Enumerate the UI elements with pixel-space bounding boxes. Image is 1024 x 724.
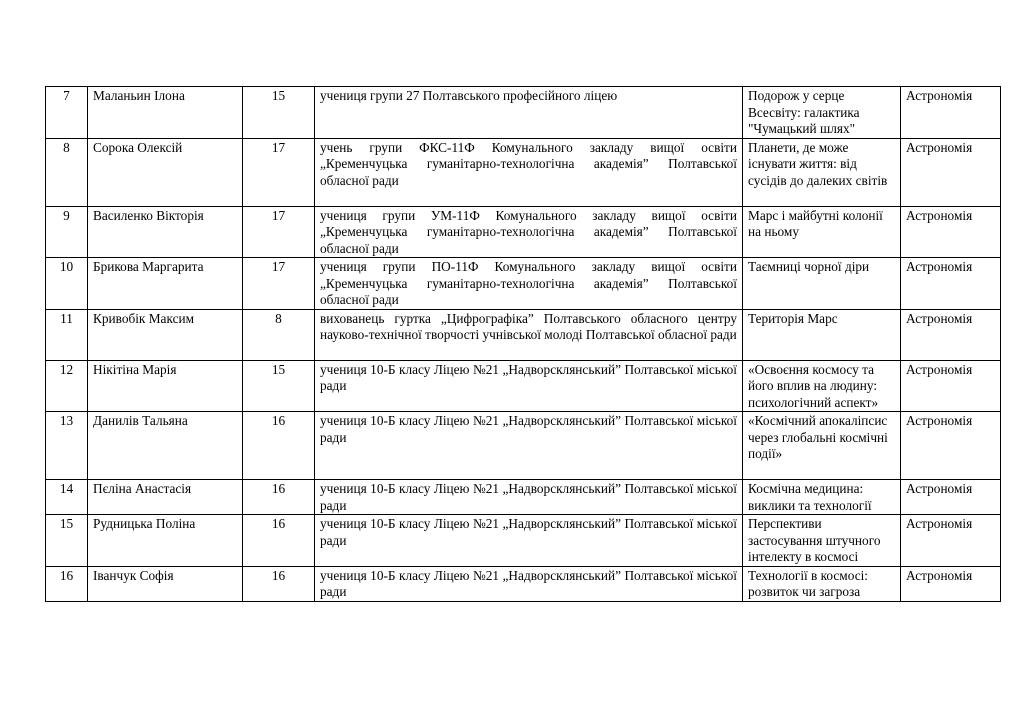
work-topic: Космічна медицина: виклики та технології: [743, 480, 901, 515]
participant-age: 15: [243, 360, 315, 412]
table-row: [46, 412, 1001, 480]
row-number: 9: [46, 206, 88, 258]
table-row: [46, 566, 1001, 601]
table-row: [46, 206, 1001, 258]
participant-age: 16: [243, 412, 315, 480]
section-name: Астрономія: [901, 309, 1001, 360]
work-topic: Перспективи застосування штучного інтелекту в космосі: [743, 515, 901, 567]
section-name: Астрономія: [901, 566, 1001, 601]
participant-name: Кривобік Максим: [88, 309, 243, 360]
work-topic: Подорож у серце Всесвіту: галактика "Чумацький шлях": [743, 87, 901, 139]
work-topic: Територія Марс: [743, 309, 901, 360]
participant-description: учениця 10-Б класу Ліцею №21 „Надворсклянський” Полтавської міської ради: [315, 360, 743, 412]
section-name: Астрономія: [901, 258, 1001, 310]
section-name: Астрономія: [901, 206, 1001, 258]
table-row: [46, 258, 1001, 310]
row-number: 12: [46, 360, 88, 412]
table-row: [46, 309, 1001, 360]
participant-description: учениця 10-Б класу Ліцею №21 „Надворсклянський” Полтавської міської ради: [315, 515, 743, 567]
participant-description: учениця групи УМ-11Ф Комунального закладу вищої освіти „Кременчуцька гуманітарно-технологічна академія” Полтавської обласної ради: [315, 206, 743, 258]
participant-name: Маланьин Ілона: [88, 87, 243, 139]
participant-age: 17: [243, 258, 315, 310]
participant-description: учениця 10-Б класу Ліцею №21 „Надворсклянський” Полтавської міської ради: [315, 412, 743, 480]
row-number: 15: [46, 515, 88, 567]
work-topic: «Освоєння космосу та його вплив на людину: психологічний аспект»: [743, 360, 901, 412]
participant-description: вихованець гуртка „Цифрографіка” Полтавського обласного центру науково-технічної творчості учнівської молоді Полтавської обласної ради: [315, 309, 743, 360]
participant-name: Пєліна Анастасія: [88, 480, 243, 515]
participant-name: Рудницька Поліна: [88, 515, 243, 567]
row-number: 7: [46, 87, 88, 139]
section-name: Астрономія: [901, 480, 1001, 515]
participants-table: [45, 86, 1001, 602]
row-number: 8: [46, 138, 88, 206]
participant-age: 17: [243, 138, 315, 206]
participant-name: Брикова Маргарита: [88, 258, 243, 310]
table-row: [46, 480, 1001, 515]
participant-age: 16: [243, 515, 315, 567]
participant-age: 16: [243, 566, 315, 601]
participant-name: Василенко Вікторія: [88, 206, 243, 258]
participant-name: Іванчук Софія: [88, 566, 243, 601]
work-topic: Технології в космосі: розвиток чи загроза: [743, 566, 901, 601]
section-name: Астрономія: [901, 515, 1001, 567]
participant-description: учень групи ФКС-11Ф Комунального закладу вищої освіти „Кременчуцька гуманітарно-технологічна академія” Полтавської обласної ради: [315, 138, 743, 206]
work-topic: Марс і майбутні колонії на ньому: [743, 206, 901, 258]
row-number: 10: [46, 258, 88, 310]
section-name: Астрономія: [901, 138, 1001, 206]
participant-age: 8: [243, 309, 315, 360]
participant-description: учениця 10-Б класу Ліцею №21 „Надворсклянський” Полтавської міської ради: [315, 566, 743, 601]
table-row: [46, 87, 1001, 139]
row-number: 13: [46, 412, 88, 480]
row-number: 11: [46, 309, 88, 360]
table-row: [46, 515, 1001, 567]
participant-age: 15: [243, 87, 315, 139]
table-row: [46, 360, 1001, 412]
participant-age: 17: [243, 206, 315, 258]
participant-description: учениця 10-Б класу Ліцею №21 „Надворсклянський” Полтавської міської ради: [315, 480, 743, 515]
participant-name: Сорока Олексій: [88, 138, 243, 206]
row-number: 16: [46, 566, 88, 601]
work-topic: Планети, де може існувати життя: від сусідів до далеких світів: [743, 138, 901, 206]
work-topic: «Космічний апокаліпсис через глобальні космічні події»: [743, 412, 901, 480]
work-topic: Таємниці чорної діри: [743, 258, 901, 310]
section-name: Астрономія: [901, 360, 1001, 412]
row-number: 14: [46, 480, 88, 515]
participant-name: Данилів Тальяна: [88, 412, 243, 480]
participant-name: Нікітіна Марія: [88, 360, 243, 412]
participant-description: учениця групи 27 Полтавського професійного ліцею: [315, 87, 743, 139]
participant-description: учениця групи ПО-11Ф Комунального закладу вищої освіти „Кременчуцька гуманітарно-технологічна академія” Полтавської обласної ради: [315, 258, 743, 310]
section-name: Астрономія: [901, 412, 1001, 480]
table-row: [46, 138, 1001, 206]
section-name: Астрономія: [901, 87, 1001, 139]
participant-age: 16: [243, 480, 315, 515]
